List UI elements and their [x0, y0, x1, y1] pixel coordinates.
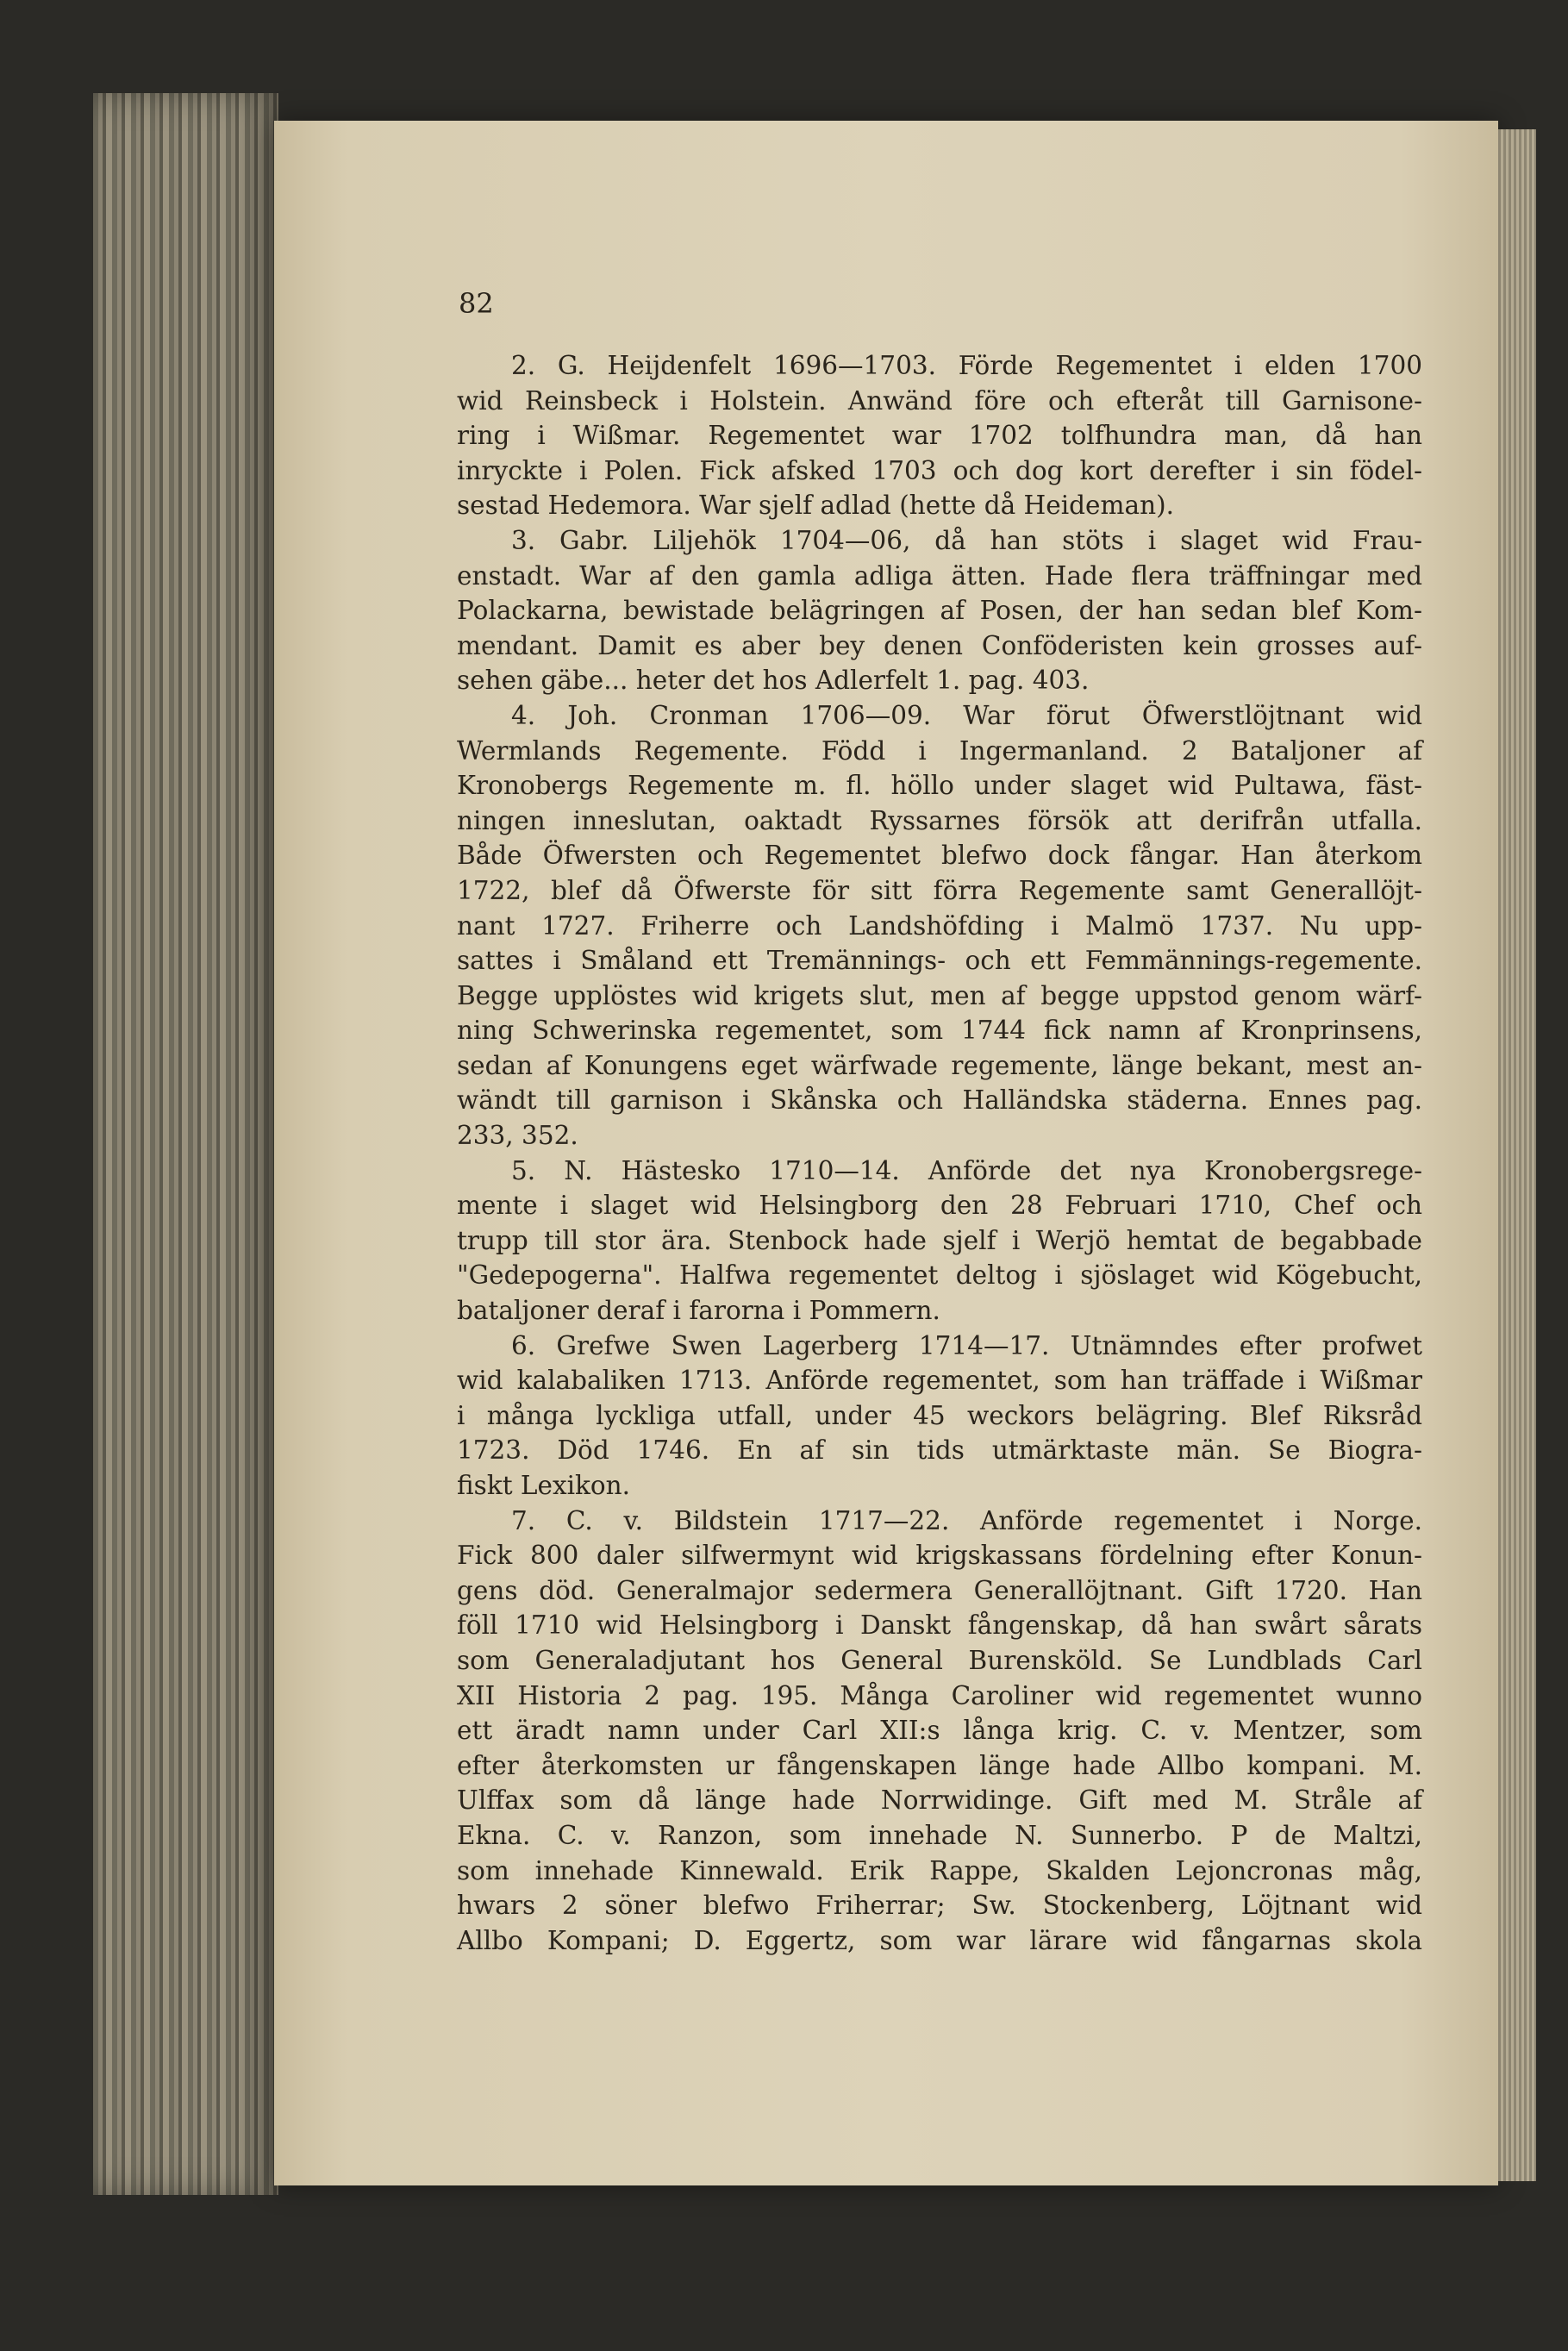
text-line: ett äradt namn under Carl XII:s långa krig. C. v. Mentzer, som [457, 1716, 1422, 1746]
page-edges [1498, 129, 1536, 2181]
text-line: ning Schwerinska regementet, som 1744 fick namn af Kronprinsens, [457, 1016, 1422, 1046]
text-line: wid Reinsbeck i Holstein. Anwänd före och efteråt till Garnisone- [457, 385, 1422, 416]
text-line: efter återkomsten ur fångenskapen länge hade Allbo kompani. M. [457, 1750, 1422, 1780]
text-line: i många lyckliga utfall, under 45 weckors belägring. Blef Riksråd [457, 1400, 1422, 1430]
text-line: gens död. Generalmajor sedermera Generallöjtnant. Gift 1720. Han [457, 1575, 1422, 1605]
book-spine [93, 93, 278, 2195]
text-line: 1722, blef då Öfwerste för sitt förra Regemente samt Generallöjt- [457, 875, 1422, 905]
page-number: 82 [459, 287, 494, 320]
text-line: Allbo Kompani; D. Eggertz, som war lärare wid fångarnas skola [457, 1925, 1422, 1955]
text-line: Ulffax som då länge hade Norrwidinge. Gift med M. Stråle af [457, 1785, 1422, 1816]
page-text [457, 348, 1422, 1958]
text-line: 7. C. v. Bildstein 1717—22. Anförde regementet i Norge. [511, 1505, 1422, 1535]
text-line: fiskt Lexikon. [457, 1471, 631, 1500]
text-line: ningen inneslutan, oaktadt Ryssarnes försök att derifrån utfalla. [457, 805, 1422, 835]
text-line: trupp till stor ära. Stenbock hade sjelf i Werjö hemtat de begabbade [457, 1225, 1422, 1255]
text-line: Begge upplöstes wid krigets slut, men af begge uppstod genom wärf- [457, 980, 1422, 1010]
text-line: Wermlands Regemente. Född i Ingermanland. 2 Bataljoner af [457, 735, 1422, 766]
text-line: föll 1710 wid Helsingborg i Danskt fångenskap, då han swårt sårats [457, 1610, 1422, 1641]
text-line: sehen gäbe... heter det hos Adlerfelt 1. pag. 403. [457, 666, 1090, 696]
text-line: wid kalabaliken 1713. Anförde regementet, som han träffade i Wißmar [457, 1366, 1422, 1396]
text-line: mente i slaget wid Helsingborg den 28 Februari 1710, Chef och [457, 1191, 1422, 1221]
text-line: mendant. Damit es aber bey denen Conföderisten kein grosses auf- [457, 630, 1422, 660]
text-line: ring i Wißmar. Regementet war 1702 tolfhundra man, då han [457, 421, 1422, 451]
text-line: nant 1727. Friherre och Landshöfding i Malmö 1737. Nu upp- [457, 910, 1422, 941]
text-line: XII Historia 2 pag. 195. Många Caroliner wid regementet wunno [457, 1680, 1422, 1710]
text-line: sestad Hedemora. War sjelf adlad (hette då Heideman). [457, 491, 1174, 521]
text-line: 233, 352. [457, 1121, 578, 1151]
text-line: Ekna. C. v. Ranzon, som innehade N. Sunnerbo. P de Maltzi, [457, 1820, 1422, 1850]
text-line: wändt till garnison i Skånska och Halländska städerna. Ennes pag. [457, 1085, 1422, 1116]
text-line: 2. G. Heijdenfelt 1696—1703. Förde Regementet i elden 1700 [511, 351, 1422, 380]
text-line: "Gedepogerna". Halfwa regementet deltog i sjöslaget wid Kögebucht, [457, 1260, 1422, 1291]
text-line: hwars 2 söner blefwo Friherrar; Sw. Stockenberg, Löjtnant wid [457, 1891, 1422, 1921]
text-line: 4. Joh. Cronman 1706—09. War förut Öfwerstlöjtnant wid [511, 700, 1422, 730]
text-line: 5. N. Hästesko 1710—14. Anförde det nya Kronobergsrege- [511, 1155, 1422, 1185]
text-line: 3. Gabr. Liljehök 1704—06, då han stöts i slaget wid Frau- [511, 525, 1422, 555]
text-line: enstadt. War af den gamla adliga ätten. Hade flera träffningar med [457, 560, 1422, 591]
text-line: Fick 800 daler silfwermynt wid krigskassans fördelning efter Konun- [457, 1541, 1422, 1571]
text-line: bataljoner deraf i farorna i Pommern. [457, 1296, 940, 1326]
text-line: sattes i Småland ett Tremännings- och ett Femmännings-regemente. [457, 946, 1422, 976]
text-line: som Generaladjutant hos General Burensköld. Se Lundblads Carl [457, 1645, 1422, 1675]
text-line: som innehade Kinnewald. Erik Rappe, Skalden Lejoncronas måg, [457, 1855, 1422, 1885]
text-line: 1723. Död 1746. En af sin tids utmärktaste män. Se Biogra- [457, 1435, 1422, 1466]
text-line: Kronobergs Regemente m. fl. höllo under slaget wid Pultawa, fäst- [457, 771, 1422, 801]
text-line: inryckte i Polen. Fick afsked 1703 och dog kort derefter i sin födel- [457, 455, 1422, 485]
text-line: sedan af Konungens eget wärfwade regemente, länge bekant, mest an- [457, 1050, 1422, 1080]
text-line: Polackarna, bewistade belägringen af Posen, der han sedan blef Kom- [457, 596, 1422, 626]
text-line: 6. Grefwe Swen Lagerberg 1714—17. Utnämndes efter profwet [511, 1330, 1422, 1360]
text-line: Både Öfwersten och Regementet blefwo dock fångar. Han återkom [457, 841, 1422, 871]
